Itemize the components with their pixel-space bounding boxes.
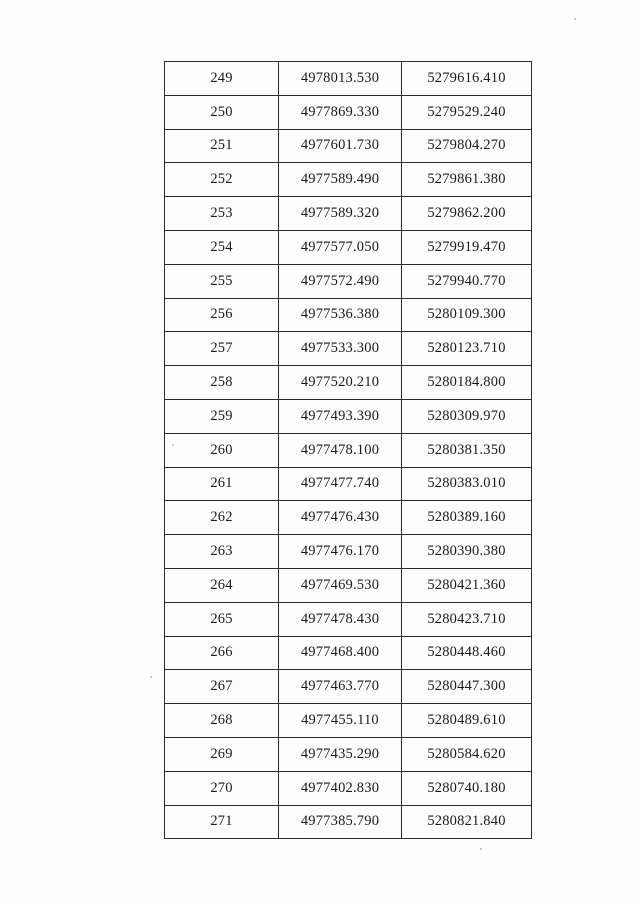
scan-speck — [150, 676, 152, 678]
point-index-cell: 267 — [165, 670, 279, 704]
y-coordinate-cell: 5280423.710 — [402, 602, 532, 636]
x-coordinate-cell: 4977601.730 — [279, 129, 402, 163]
point-index-cell: 257 — [165, 332, 279, 366]
scan-speck — [574, 18, 576, 20]
y-coordinate-cell: 5280109.300 — [402, 298, 532, 332]
x-coordinate-cell: 4977493.390 — [279, 399, 402, 433]
x-coordinate-cell: 4977577.050 — [279, 230, 402, 264]
x-coordinate-cell: 4977402.830 — [279, 771, 402, 805]
y-coordinate-cell: 5279804.270 — [402, 129, 532, 163]
x-coordinate-cell: 4977533.300 — [279, 332, 402, 366]
x-coordinate-cell: 4977589.490 — [279, 163, 402, 197]
x-coordinate-cell: 4977572.490 — [279, 264, 402, 298]
x-coordinate-cell: 4977478.430 — [279, 602, 402, 636]
point-index-cell: 252 — [165, 163, 279, 197]
x-coordinate-cell: 4977385.790 — [279, 805, 402, 839]
x-coordinate-cell: 4977869.330 — [279, 95, 402, 129]
point-index-cell: 263 — [165, 535, 279, 569]
table-row — [165, 805, 532, 839]
x-coordinate-cell: 4977469.530 — [279, 568, 402, 602]
coordinate-table-body — [165, 62, 532, 839]
table-row — [165, 230, 532, 264]
point-index-cell: 254 — [165, 230, 279, 264]
point-index-cell: 268 — [165, 704, 279, 738]
point-index-cell: 255 — [165, 264, 279, 298]
x-coordinate-cell: 4977477.740 — [279, 467, 402, 501]
y-coordinate-cell: 5280584.620 — [402, 737, 532, 771]
point-index-cell: 259 — [165, 399, 279, 433]
y-coordinate-cell: 5280383.010 — [402, 467, 532, 501]
table-row — [165, 602, 532, 636]
point-index-cell: 270 — [165, 771, 279, 805]
y-coordinate-cell: 5280184.800 — [402, 366, 532, 400]
point-index-cell: 266 — [165, 636, 279, 670]
table-row — [165, 433, 532, 467]
point-index-cell: 271 — [165, 805, 279, 839]
table-row — [165, 704, 532, 738]
x-coordinate-cell: 4977463.770 — [279, 670, 402, 704]
x-coordinate-cell: 4977455.110 — [279, 704, 402, 738]
y-coordinate-cell: 5280448.460 — [402, 636, 532, 670]
point-index-cell: 256 — [165, 298, 279, 332]
y-coordinate-cell: 5279919.470 — [402, 230, 532, 264]
point-index-cell: 265 — [165, 602, 279, 636]
x-coordinate-cell: 4977476.430 — [279, 501, 402, 535]
x-coordinate-cell: 4977536.380 — [279, 298, 402, 332]
table-row — [165, 332, 532, 366]
point-index-cell: 249 — [165, 62, 279, 96]
y-coordinate-cell: 5279616.410 — [402, 62, 532, 96]
y-coordinate-cell: 5280821.840 — [402, 805, 532, 839]
y-coordinate-cell: 5280390.380 — [402, 535, 532, 569]
y-coordinate-cell: 5280489.610 — [402, 704, 532, 738]
y-coordinate-cell: 5279862.200 — [402, 197, 532, 231]
y-coordinate-cell: 5280381.350 — [402, 433, 532, 467]
coordinate-table — [164, 61, 532, 839]
point-index-cell: 264 — [165, 568, 279, 602]
point-index-cell: 260 — [165, 433, 279, 467]
x-coordinate-cell: 4977589.320 — [279, 197, 402, 231]
y-coordinate-cell: 5280740.180 — [402, 771, 532, 805]
y-coordinate-cell: 5280123.710 — [402, 332, 532, 366]
table-row — [165, 163, 532, 197]
table-row — [165, 568, 532, 602]
point-index-cell: 261 — [165, 467, 279, 501]
y-coordinate-cell: 5280309.970 — [402, 399, 532, 433]
point-index-cell: 258 — [165, 366, 279, 400]
table-row — [165, 670, 532, 704]
table-row — [165, 366, 532, 400]
table-row — [165, 298, 532, 332]
table-row — [165, 535, 532, 569]
y-coordinate-cell: 5280447.300 — [402, 670, 532, 704]
point-index-cell: 253 — [165, 197, 279, 231]
point-index-cell: 262 — [165, 501, 279, 535]
table-row — [165, 197, 532, 231]
x-coordinate-cell: 4977435.290 — [279, 737, 402, 771]
y-coordinate-cell: 5279940.770 — [402, 264, 532, 298]
x-coordinate-cell: 4977476.170 — [279, 535, 402, 569]
table-row — [165, 771, 532, 805]
x-coordinate-cell: 4977468.400 — [279, 636, 402, 670]
y-coordinate-cell: 5280389.160 — [402, 501, 532, 535]
x-coordinate-cell: 4978013.530 — [279, 62, 402, 96]
table-row — [165, 62, 532, 96]
point-index-cell: 250 — [165, 95, 279, 129]
point-index-cell: 269 — [165, 737, 279, 771]
table-row — [165, 399, 532, 433]
scan-speck — [480, 848, 482, 850]
table-row — [165, 129, 532, 163]
point-index-cell: 251 — [165, 129, 279, 163]
table-row — [165, 264, 532, 298]
y-coordinate-cell: 5279529.240 — [402, 95, 532, 129]
table-row — [165, 636, 532, 670]
table-row — [165, 95, 532, 129]
table-row — [165, 737, 532, 771]
y-coordinate-cell: 5280421.360 — [402, 568, 532, 602]
x-coordinate-cell: 4977520.210 — [279, 366, 402, 400]
table-row — [165, 467, 532, 501]
table-row — [165, 501, 532, 535]
x-coordinate-cell: 4977478.100 — [279, 433, 402, 467]
y-coordinate-cell: 5279861.380 — [402, 163, 532, 197]
scan-speck — [172, 444, 174, 446]
